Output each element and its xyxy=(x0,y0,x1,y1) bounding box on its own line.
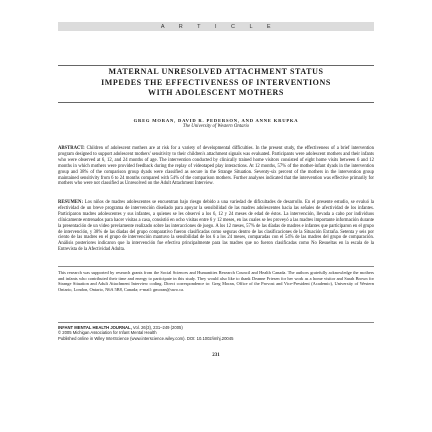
author-list: GREG MORAN, DAVID R. PEDERSON, AND ANNE KRUPKA xyxy=(133,118,299,123)
section-label: A R T I C L E xyxy=(160,23,278,30)
author-affiliation: The University of Western Ontario xyxy=(182,124,250,129)
article-title xyxy=(62,67,370,99)
journal-citation: Vol. 26(3), 231–249 (2005) xyxy=(132,325,183,330)
title-line-3: WITH ADOLESCENT MOTHERS xyxy=(148,88,284,98)
title-rule-bottom xyxy=(58,102,374,103)
abstract-english xyxy=(58,146,374,187)
journal-info-rule xyxy=(58,322,374,323)
abstract-spanish-lead: RESUMEN: xyxy=(58,200,84,205)
abstract-spanish xyxy=(58,200,374,253)
page-number: 231 xyxy=(212,353,220,358)
title-line-2: IMPEDES THE EFFECTIVENESS OF INTERVENTIONS xyxy=(101,77,331,87)
acknowledgement-footnote: This research was supported by research grants from the Social Sciences and Humanities Research Council and Health Canada. The authors gratefully acknowledge the mothers and infants who contributed their time and energy to participate in this study. They would also like to thank Deanne Friesen for her work as a home visitor and Sarah Brown for Strange Situation and Adult Attachment Interview coding. Direct correspondence to: Greg Moran, Office of the Provost and Vice-President (Academic), University of Western Ontario, London, Ontario, N6A 5B8, Canada; e-mail: gmoran@uwo.ca. xyxy=(58,270,374,292)
journal-info xyxy=(58,325,374,341)
title-rule-top xyxy=(58,65,374,66)
journal-copyright: © 2005 Michigan Association for Infant Mental Health xyxy=(58,330,157,336)
journal-online: Published online in Wiley InterScience (www.interscience.wiley.com). DOI: 10.1002/imhj.20045 xyxy=(58,335,234,341)
footnote-rule xyxy=(58,266,374,267)
journal-name: INFANT MENTAL HEALTH JOURNAL, xyxy=(58,325,132,330)
abstract-english-lead: ABSTRACT: xyxy=(58,146,85,151)
abstract-english-text: Children of adolescent mothers are at risk for a variety of developmental difficulties. In the present study, the effectiveness of a brief intervention program designed to support adolescent mothers' sensitivity to their children's attachment signals was evaluated. Participants were adolescent mothers and their infants who were observed at 6, 12, and 24 months of age. The intervention conducted by clinically trained home visitors consisted of eight home visits between 6 and 12 months in which mothers were provided feedback during the replay of videotaped play interactions. At 12 months, 57% of the mother-infant dyads in the intervention group and 38% of the comparison group dyads were classified as secure in the Strange Situation. Seventy-six percent of the mothers in the intervention group maintained sensitivity from 6 to 24 months compared with 54% of the comparison mothers. Further analyses indicated that the intervention was effective primarily for mothers who were not classified as Unresolved on the Adult Attachment Interview. xyxy=(58,146,374,187)
abstract-spanish-text: Los niños de madres adolescentes se encuentran bajo riesgo debido a una variedad de dificultades de desarrollo. En el presente estudio, se evaluó la efectividad de un breve programa de intervención diseñado para apoyar la sensibilidad de las madres adolescentes hacia las señales de afectividad de los infantes. Participaron madres adolescentes y sus infantes, a quienes se les observó a los 6, 12 y 24 meses de edad de éstos. La intervención, llevada a cabo por individuos clínicamente entrenados para hacer visitas a casa, consistió en ocho visitas entre 6 y 12 meses, en las cuales se les proveyó a las madres importante información durante la presentación de un video previamente realizado sobre las interacciones de juego. A los 12 meses, 57% de las díadas de madres e infantes que participaron en el grupo de intervención, y 38% de las díadas del grupo comparativo fueron clasificadas como seguras dentro de las clasificaciones de la Situación Extraña. Setenta y seis por ciento de las madres en el grupo de intervención mantuvo la sensibilidad de los 6 a los 24 meses, comparadas con el 54% de las madres del grupo de comparación. Análisis posteriores indicaron que la intervención fue efectiva principalmente para las madres que no fueron clasificadas como No Resueltas en la escala de la Entrevista de la Afectividad Adulta. xyxy=(58,200,375,253)
title-line-1: MATERNAL UNRESOLVED ATTACHMENT STATUS xyxy=(108,67,324,76)
article-section-banner xyxy=(58,22,374,31)
